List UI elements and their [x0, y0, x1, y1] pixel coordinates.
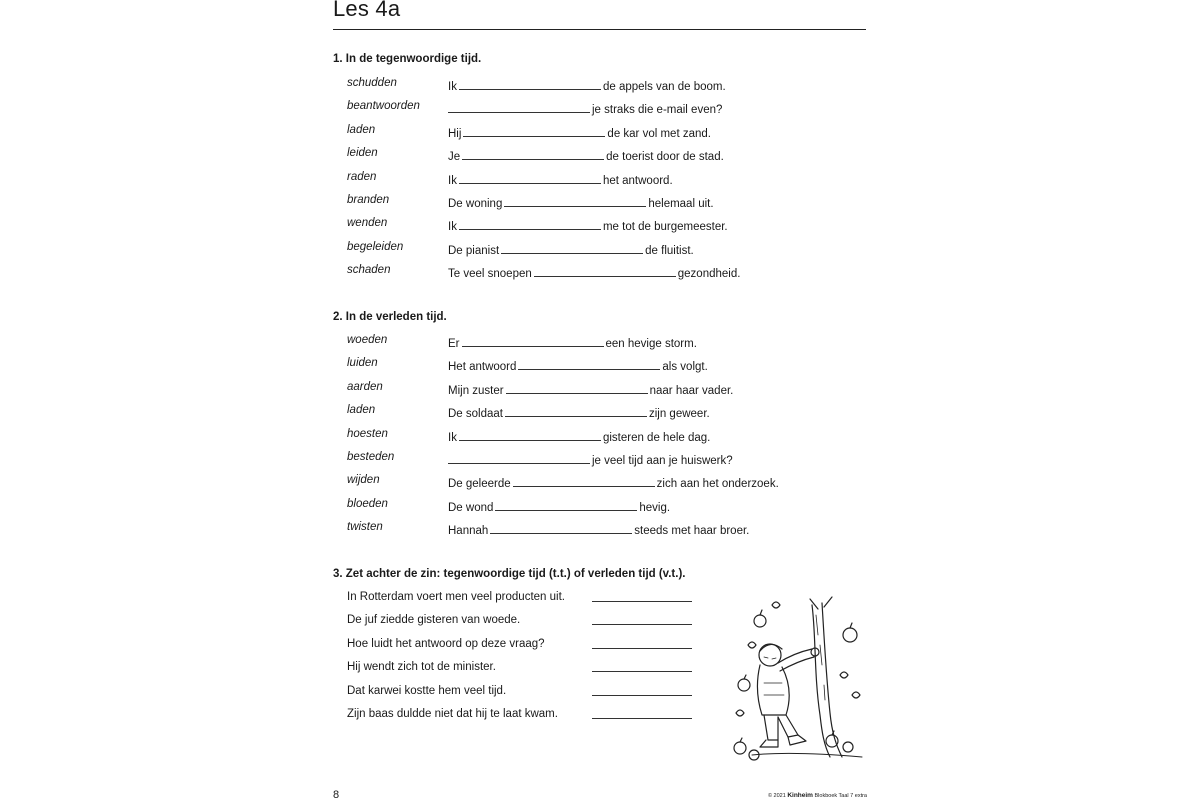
sentence: [448, 77, 726, 93]
verb-label: begeleiden: [347, 240, 404, 253]
sentence-start: Ik: [448, 221, 457, 234]
answer-blank[interactable]: [534, 264, 676, 277]
section-2-heading: 2. In de verleden tijd.: [333, 311, 447, 323]
sentence: [448, 217, 728, 233]
tense-answer-blank[interactable]: [592, 718, 692, 719]
sentence-end: de toerist door de stad.: [606, 151, 724, 164]
tense-sentence: Hoe luidt het antwoord op deze vraag?: [347, 637, 545, 650]
sentence: [448, 334, 697, 350]
answer-blank[interactable]: [495, 498, 637, 511]
sentence: [448, 404, 710, 420]
sentence-start: De wond: [448, 501, 494, 514]
sentence: [448, 498, 670, 514]
section-1-heading: 1. In de tegenwoordige tijd.: [333, 53, 482, 65]
copyright: © 2021: [767, 793, 786, 799]
tense-answer-blank[interactable]: [592, 601, 692, 602]
sentence-end: als volgt.: [662, 361, 708, 374]
sentence-start: De pianist: [448, 244, 500, 257]
tense-answer-blank[interactable]: [592, 648, 692, 649]
answer-blank[interactable]: [459, 217, 601, 230]
verb-label: aarden: [347, 380, 383, 393]
sentence: [448, 171, 673, 187]
verb-label: besteden: [347, 451, 395, 463]
verb-label: hoesten: [347, 427, 388, 440]
sentence-start: De soldaat: [448, 408, 503, 421]
sentence-start: De woning: [448, 198, 503, 210]
verb-label: beantwoorden: [347, 100, 420, 113]
verb-label: wijden: [347, 474, 380, 487]
sentence-end: hevig.: [639, 501, 671, 514]
sentence-end: zich aan het onderzoek.: [656, 478, 779, 491]
tense-sentence: Hij wendt zich tot de minister.: [347, 661, 496, 674]
answer-blank[interactable]: [463, 124, 605, 137]
sentence-end: gisteren de hele dag.: [602, 431, 711, 444]
answer-blank[interactable]: [462, 334, 604, 347]
answer-blank[interactable]: [490, 521, 632, 534]
sentence: [448, 451, 733, 467]
answer-blank[interactable]: [459, 428, 601, 441]
page-title: Les 4a: [333, 0, 401, 21]
answer-blank[interactable]: [448, 451, 590, 464]
sentence-end: de kar vol met zand.: [607, 127, 711, 140]
verb-label: raden: [347, 170, 377, 183]
section-3-heading: 3. Zet achter de zin: tegenwoordige tijd (t.t.) of verleden tijd (v.t.).: [333, 568, 686, 580]
verb-label: laden: [347, 404, 376, 417]
footer-credit: [768, 792, 867, 799]
sentence-end: een hevige storm.: [605, 338, 697, 350]
answer-blank[interactable]: [459, 171, 601, 184]
answer-blank[interactable]: [462, 147, 604, 160]
tense-sentence: In Rotterdam voert men veel producten uit.: [347, 591, 565, 603]
answer-blank[interactable]: [459, 77, 601, 90]
verb-label: branden: [347, 194, 390, 206]
sentence: [448, 381, 733, 397]
tense-answer-blank[interactable]: [592, 624, 692, 625]
tense-answer-blank[interactable]: [592, 671, 692, 672]
verb-label: bloeden: [347, 497, 388, 510]
answer-blank[interactable]: [448, 100, 590, 113]
publisher-brand: Kinheim: [787, 792, 813, 799]
sentence: [448, 124, 711, 140]
answer-blank[interactable]: [501, 241, 643, 254]
sentence-end: de appels van de boom.: [602, 81, 726, 93]
answer-blank[interactable]: [513, 474, 655, 487]
answer-blank[interactable]: [506, 381, 648, 394]
sentence-end: helemaal uit.: [648, 198, 714, 210]
sentence-end: zijn geweer.: [648, 408, 710, 421]
answer-blank[interactable]: [505, 404, 647, 417]
sentence: [448, 357, 708, 373]
sentence-end: gezondheid.: [677, 268, 741, 281]
answer-blank[interactable]: [504, 194, 646, 207]
boy-shaking-apple-tree-illustration: [712, 595, 867, 765]
sentence: [448, 521, 749, 537]
answer-blank[interactable]: [518, 357, 660, 370]
sentence-start: Ik: [448, 81, 457, 93]
sentence-start: Er: [448, 338, 460, 350]
book-title: Blokboek Taal 7 extra: [814, 793, 867, 799]
tense-sentence: Dat karwei kostte hem veel tijd.: [347, 684, 507, 697]
verb-label: wenden: [347, 217, 388, 230]
title-divider: [333, 29, 866, 30]
tense-answer-blank[interactable]: [592, 695, 692, 696]
sentence-end: naar haar vader.: [649, 384, 734, 397]
sentence-start: Mijn zuster: [448, 384, 504, 397]
sentence-start: Hij: [448, 127, 462, 140]
sentence-end: steeds met haar broer.: [634, 525, 750, 538]
verb-label: twisten: [347, 521, 383, 534]
sentence: [448, 428, 710, 444]
sentence: [448, 100, 722, 116]
verb-label: woeden: [347, 334, 388, 346]
sentence-end: het antwoord.: [602, 174, 673, 187]
sentence: [448, 264, 740, 280]
sentence: [448, 194, 714, 210]
sentence-start: Ik: [448, 431, 457, 444]
sentence: [448, 147, 724, 163]
tense-sentence: Zijn baas duldde niet dat hij te laat kwam.: [347, 708, 558, 720]
sentence-end: me tot de burgemeester.: [602, 221, 728, 234]
sentence: [448, 241, 694, 257]
sentence-start: Het antwoord: [448, 361, 517, 374]
sentence-end: je straks die e-mail even?: [592, 104, 723, 117]
verb-label: leiden: [347, 147, 378, 160]
page-number: 8: [333, 789, 340, 801]
sentence-start: Hannah: [448, 525, 489, 538]
sentence-start: Je: [448, 151, 461, 164]
sentence-start: Te veel snoepen: [448, 268, 532, 281]
sentence-start: Ik: [448, 174, 457, 187]
verb-label: schaden: [347, 264, 391, 277]
verb-label: luiden: [347, 357, 378, 370]
sentence-end: de fluitist.: [645, 244, 694, 257]
sentence-end: je veel tijd aan je huiswerk?: [592, 455, 733, 467]
sentence-start: De geleerde: [448, 478, 511, 491]
verb-label: schudden: [347, 77, 397, 89]
sentence: [448, 474, 779, 490]
verb-label: laden: [347, 123, 376, 136]
tense-sentence: De juf ziedde gisteren van woede.: [347, 614, 521, 627]
